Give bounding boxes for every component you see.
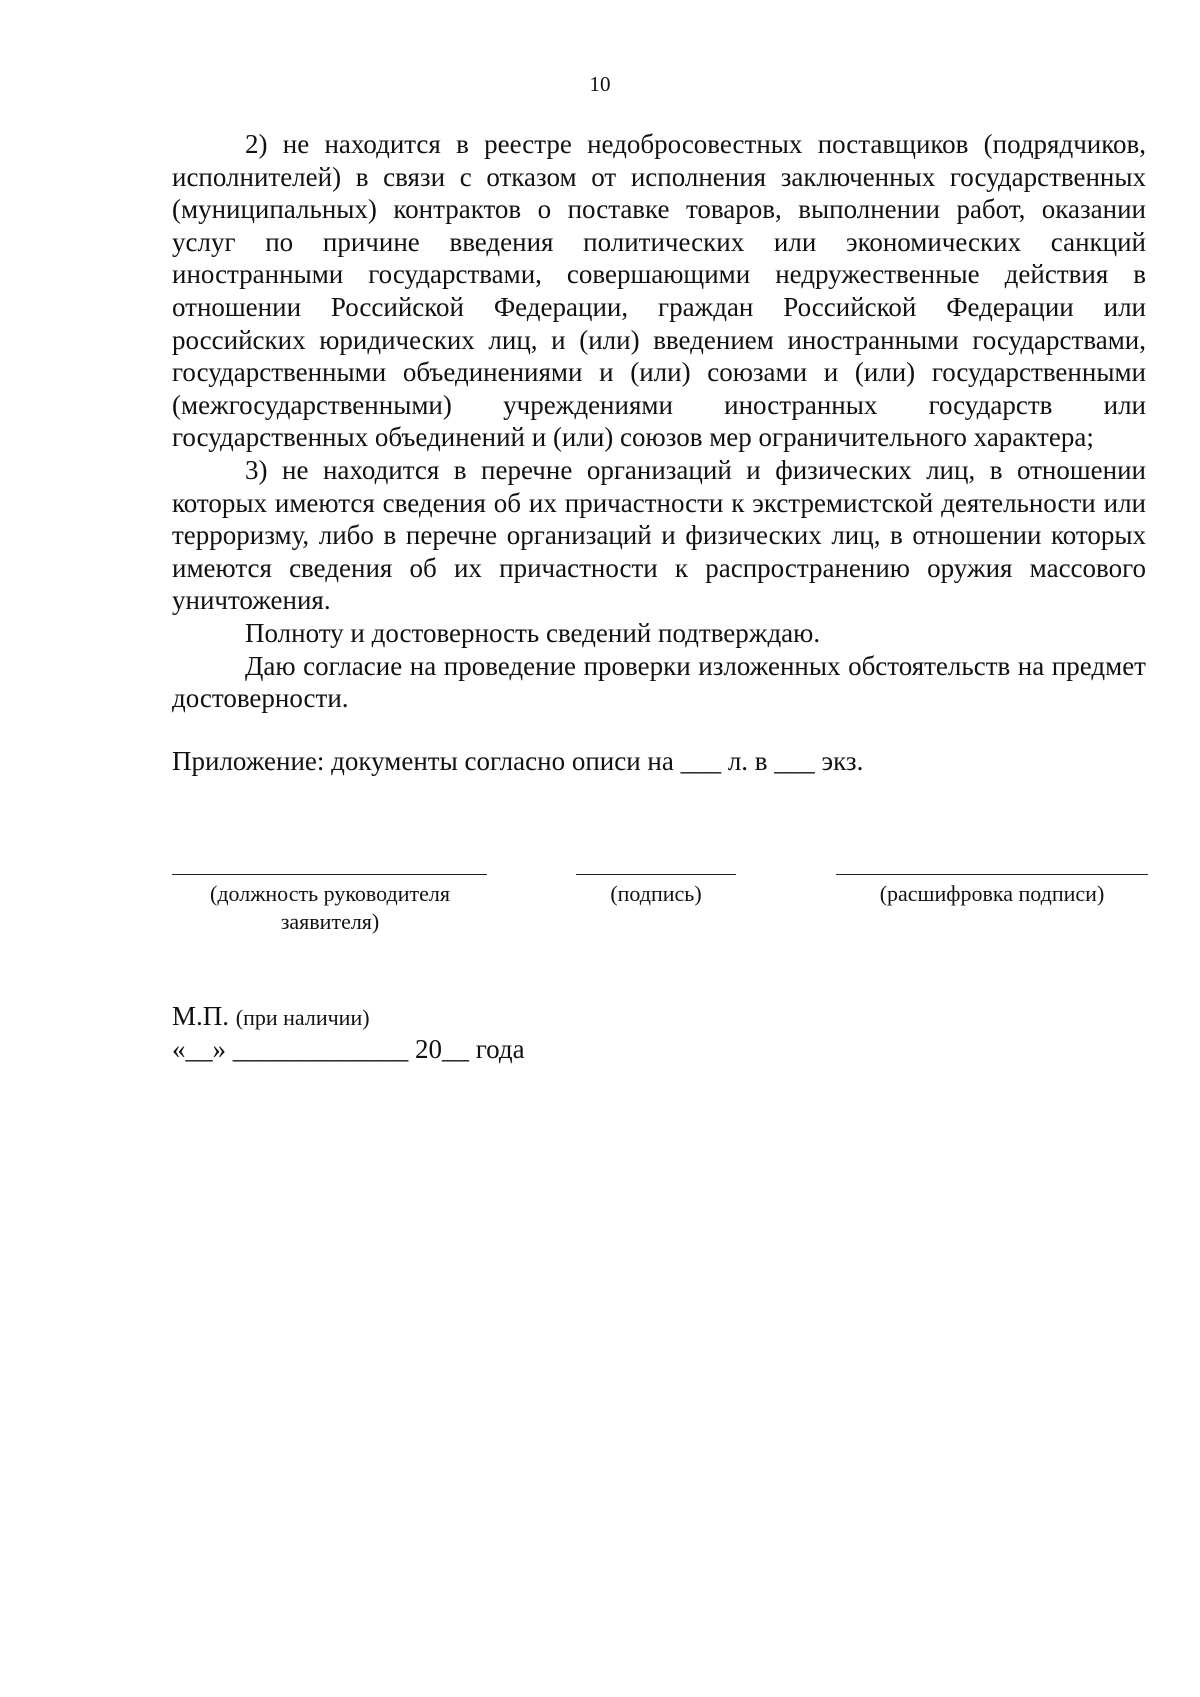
paragraph-item-3: 3) не находится в перечне организаций и физических лиц, в отношении которых имеются сведения об их причастности к экстремистской деятельности или терроризму, либо в перечне организаций и физических лиц, в отношении которых имеются сведения об их причастности к распространению оружия массового уничтожения. (172, 454, 1146, 616)
signature-line (576, 874, 736, 875)
date-line: «__» _____________ 20__ года (172, 1034, 525, 1064)
paragraph-confirmation: Полноту и достоверность сведений подтверждаю. (245, 617, 821, 648)
appendix-line: Приложение: документы согласно описи на ___ л. в ___ экз. (172, 746, 864, 776)
paragraph-consent: Даю согласие на проведение проверки изложенных обстоятельств на предмет достоверности. (172, 650, 1146, 714)
document-body (172, 128, 1146, 715)
stamp-line (172, 1000, 370, 1034)
decoding-caption: (расшифровка подписи) (879, 881, 1105, 906)
paragraph-item-2: 2) не находится в реестре недобросовестных поставщиков (подрядчиков, исполнителей) в связи с отказом от исполнения заключенных государственных (муниципальных) контрактов о поставке товаров, выполнении работ, оказании услуг по причине введения политических или экономических санкций иностранными государствами, совершающими недружественные действия в отношении Российской Федерации, граждан Российской Федерации или российских юридических лиц, и (или) введением иностранными государствами, государственными объединениями и (или) союзами и (или) государственными (межгосударственными) учреждениями иностранных государств или государственных объединений и (или) союзов мер ограничительного характера; (172, 129, 1146, 453)
stamp-label: М.П. (172, 1001, 230, 1031)
decoding-signature-line (836, 874, 1148, 875)
stamp-note: (при наличии) (235, 1005, 370, 1030)
position-signature-line (172, 874, 487, 875)
page-number: 10 (589, 72, 611, 96)
signature-caption: (подпись) (610, 881, 702, 906)
position-caption: (должность руководителя заявителя) (210, 881, 450, 934)
